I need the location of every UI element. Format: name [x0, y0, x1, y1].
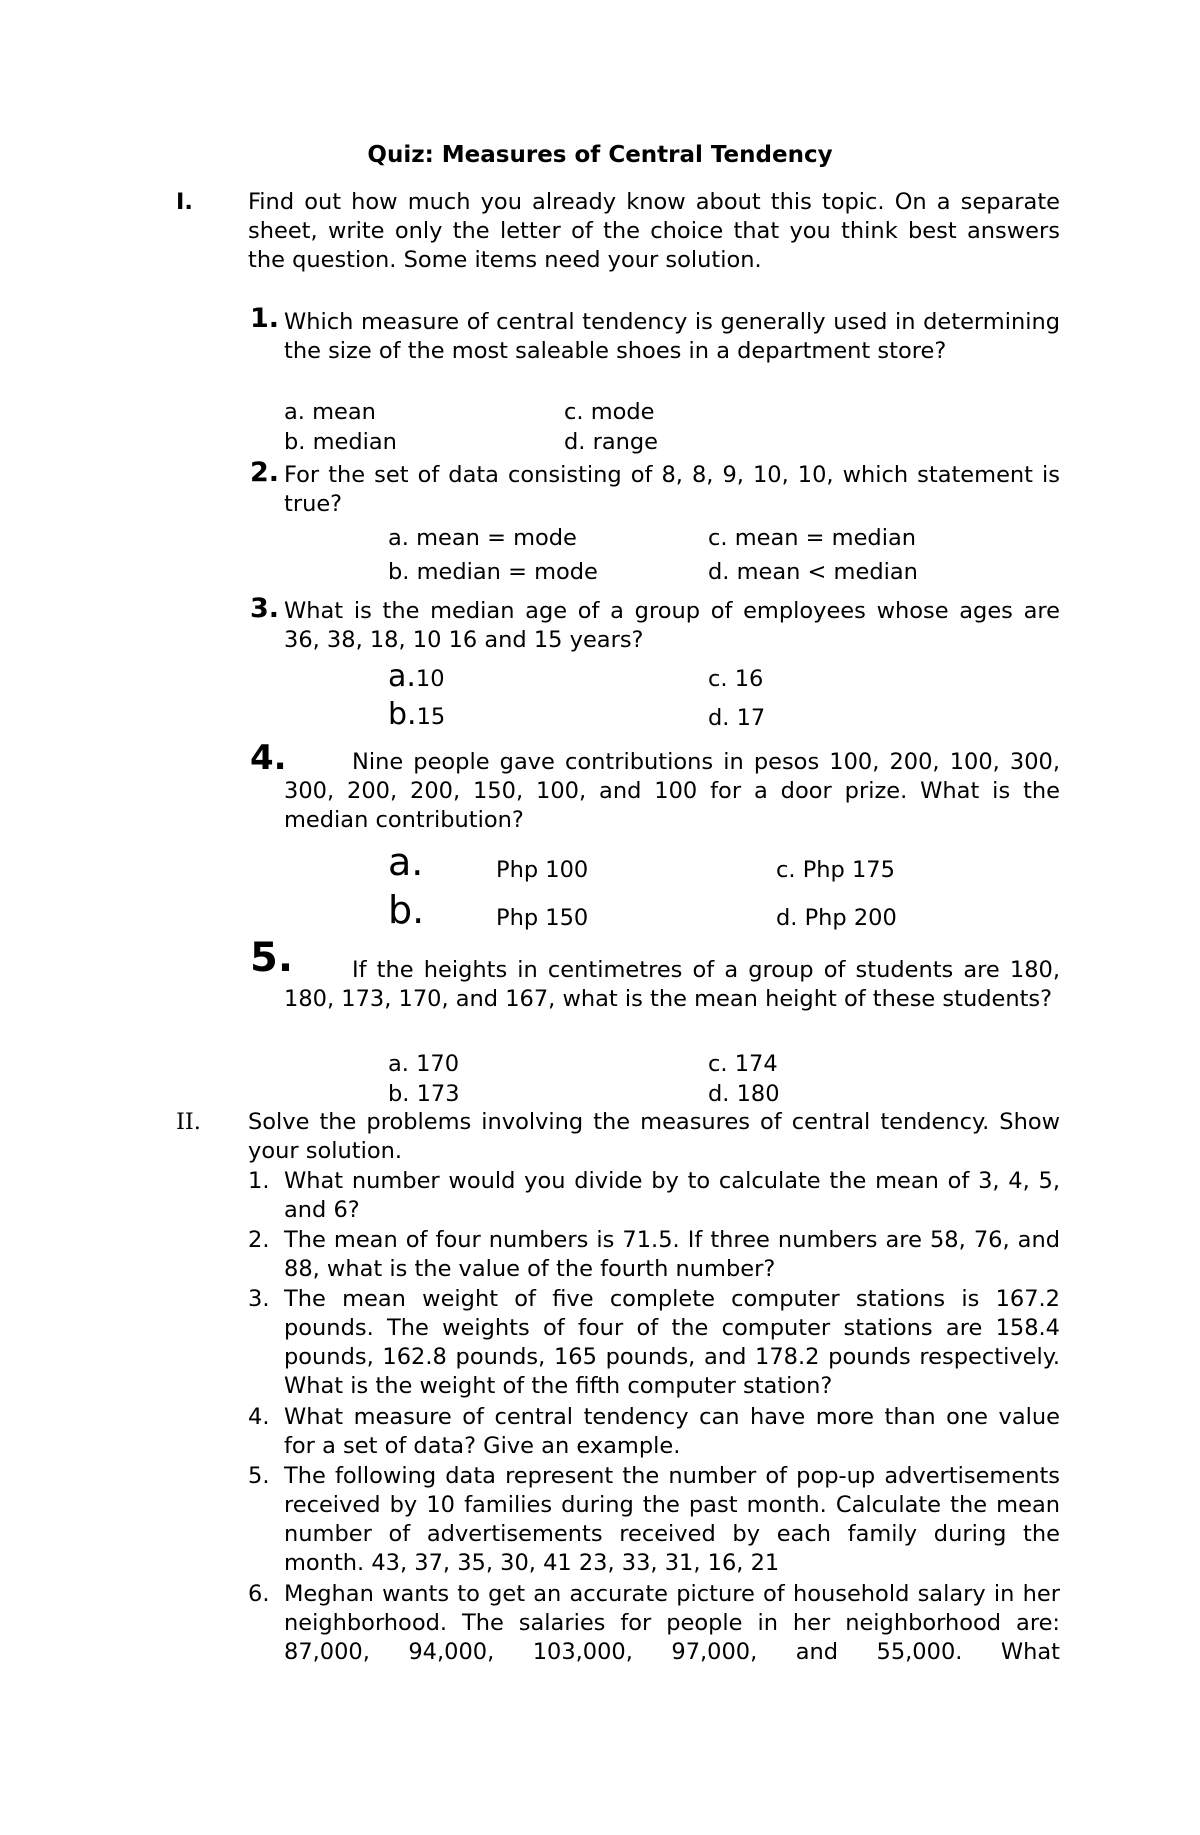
page-title: Quiz: Measures of Central Tendency: [367, 142, 833, 168]
question-4-text: Nine people gave contributions in pesos 100, 200, 100, 300, 300, 200, 200, 150, 100, and 100 for a door prize. What is the median contribution?: [284, 749, 1060, 833]
option-text: 15: [416, 704, 446, 730]
question-1-option-a: [284, 398, 376, 427]
option-letter: d.: [708, 705, 730, 731]
problem-text: What measure of central tendency can have more than one value for a set of data? Give an example.: [284, 1404, 1060, 1459]
option-text: 174: [734, 1051, 778, 1077]
option-letter: a.: [284, 399, 305, 425]
problem-number: 2.: [248, 1227, 270, 1253]
option-text: Php 200: [804, 905, 897, 931]
option-text: mean: [312, 399, 376, 425]
option-letter: b.: [388, 888, 425, 932]
problem-text: What number would you divide by to calculate the mean of 3, 4, 5, and 6?: [284, 1168, 1060, 1223]
question-3-text: What is the median age of a group of employees whose ages are 36, 38, 18, 10 16 and 15 years?: [284, 598, 1060, 653]
option-text: mean = median: [734, 525, 916, 551]
problem-number: 4.: [248, 1404, 270, 1430]
question-3-option-b: [388, 697, 446, 732]
option-letter: d.: [708, 559, 730, 585]
option-letter: c.: [708, 1051, 728, 1077]
option-letter: a.: [388, 840, 424, 884]
problem-number: 6.: [248, 1581, 270, 1607]
question-1-option-d: [564, 428, 658, 457]
question-2-option-b: [388, 558, 598, 587]
option-letter: c.: [564, 399, 584, 425]
question-5-number: 5.: [250, 935, 294, 981]
option-text: 17: [736, 705, 766, 731]
question-1-option-b: [284, 428, 397, 457]
question-5-option-d: [708, 1080, 780, 1109]
question-5-option-b: [388, 1080, 460, 1109]
option-text: mean = mode: [416, 525, 577, 551]
question-4-option-b: [388, 888, 425, 932]
option-text: 16: [734, 666, 764, 692]
question-2-option-d: [708, 558, 918, 587]
option-text: median = mode: [416, 559, 598, 585]
question-3-option-d: [708, 704, 765, 733]
question-4-option-d: [776, 904, 897, 933]
problem-text: The following data represent the number of pop-up advertisements received by 10 families during the past month. Calculate the mean number of advertisements received by each family during the month. 43, 37, 35, 30, 41 23, 33, 31, 16, 21: [284, 1463, 1060, 1576]
option-text: 173: [416, 1081, 460, 1107]
problem-text: The mean of four numbers is 71.5. If three numbers are 58, 76, and 88, what is the value of the fourth number?: [284, 1227, 1060, 1282]
question-4-option-b-text: Php 150: [496, 905, 589, 931]
part-two-numeral: II.: [176, 1109, 201, 1135]
question-2-text: For the set of data consisting of 8, 8, 9, 10, 10, which statement is true?: [284, 462, 1060, 517]
question-4-option-a: [388, 840, 424, 884]
problem-number: 1.: [248, 1168, 270, 1194]
question-1-option-c: [564, 398, 655, 427]
question-2-number: 2.: [250, 457, 280, 488]
question-5-text: If the heights in centimetres of a group of students are 180, 180, 173, 170, and 167, what is the mean height of these students?: [284, 957, 1060, 1012]
question-3-option-a: [388, 659, 445, 694]
option-letter: c.: [708, 666, 728, 692]
option-text: 180: [736, 1081, 780, 1107]
option-text: 10: [415, 666, 445, 692]
option-letter: d.: [708, 1081, 730, 1107]
question-1-text: Which measure of central tendency is generally used in determining the size of the most saleable shoes in a department store?: [284, 309, 1060, 364]
option-letter: b.: [388, 559, 410, 585]
option-text: median: [312, 429, 397, 455]
problem-text: Meghan wants to get an accurate picture of household salary in her neighborhood. The salaries for people in her neighborhood are: 87,000, 94,000, 103,000, 97,000, and 55,000. What: [284, 1581, 1060, 1665]
question-4-number: 4.: [250, 738, 287, 778]
option-letter: d.: [776, 905, 798, 931]
option-letter: d.: [564, 429, 586, 455]
problem-text: The mean weight of five complete computer stations is 167.2 pounds. The weights of four of the computer stations are 158.4 pounds, 162.8 pounds, 165 pounds, and 178.2 pounds respectively. What is the weight of the fifth computer station?: [284, 1286, 1060, 1399]
option-text: 170: [416, 1051, 460, 1077]
question-5-option-a: [388, 1050, 459, 1079]
part-two-instruction: Solve the problems involving the measures of central tendency. Show your solution.: [248, 1109, 1060, 1164]
option-letter: c.: [708, 525, 728, 551]
question-4-option-a-text: Php 100: [496, 857, 589, 883]
question-3-number: 3.: [250, 593, 280, 624]
option-letter: a.: [388, 659, 416, 694]
option-text: range: [592, 429, 659, 455]
question-3-option-c: [708, 665, 763, 694]
question-1-number: 1.: [250, 303, 280, 334]
part-one-numeral: I.: [176, 189, 193, 215]
question-5-option-c: [708, 1050, 778, 1079]
question-2-option-a: [388, 524, 577, 553]
option-letter: b.: [388, 1081, 410, 1107]
option-letter: b.: [388, 697, 417, 732]
option-letter: a.: [388, 1051, 409, 1077]
option-text: mode: [590, 399, 655, 425]
part-one-instruction: Find out how much you already know about this topic. On a separate sheet, write only the letter of the choice that you think best answers the question. Some items need your solution.: [248, 189, 1060, 273]
option-letter: a.: [388, 525, 409, 551]
problem-number: 3.: [248, 1286, 270, 1312]
option-text: mean < median: [736, 559, 918, 585]
question-4-option-c: [776, 856, 895, 885]
question-2-option-c: [708, 524, 916, 553]
option-letter: b.: [284, 429, 306, 455]
option-text: Php 175: [802, 857, 895, 883]
option-letter: c.: [776, 857, 796, 883]
problem-number: 5.: [248, 1463, 270, 1489]
